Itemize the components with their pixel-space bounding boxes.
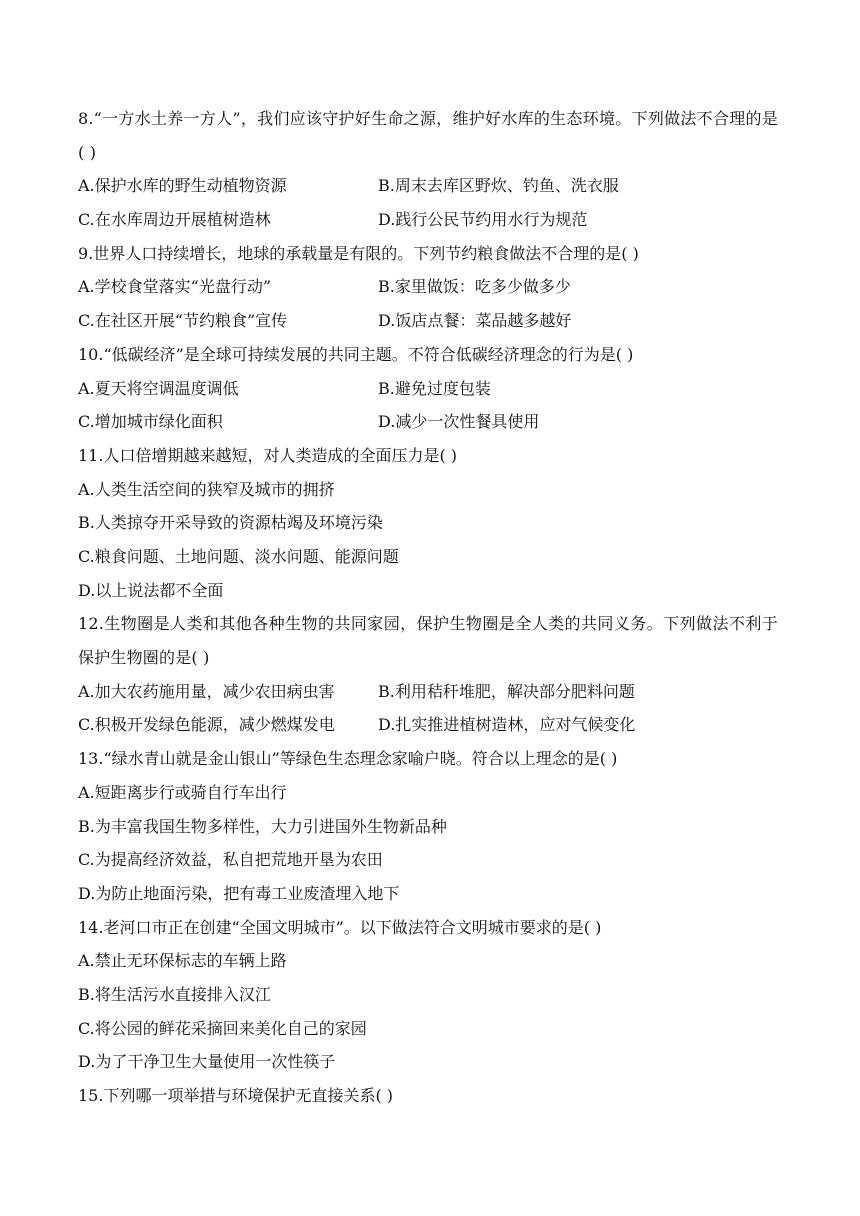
question-stem: 11.人口倍增期越来越短，对人类造成的全面压力是( )	[78, 445, 458, 465]
option-row	[78, 304, 778, 338]
question-stem: 14.老河口市正在创建“全国文明城市”。以下做法符合文明城市要求的是( )	[78, 917, 602, 937]
option-a: A.短距离步行或骑自行车出行	[78, 782, 287, 802]
question-13	[78, 742, 778, 910]
question-stem: 8.“一方水土养一方人”，我们应该守护好生命之源，维护好水库的生态环境。下列做法不合理的是( )	[78, 109, 778, 162]
option-b: B.为丰富我国生物多样性，大力引进国外生物新品种	[78, 816, 447, 836]
question-9	[78, 237, 778, 338]
question-14	[78, 911, 778, 1079]
option-a: A.保护水库的野生动植物资源	[78, 176, 287, 196]
option-a: A.夏天将空调温度调低	[78, 378, 239, 398]
option-row	[78, 270, 778, 304]
option-row	[78, 708, 778, 742]
option-c: C.将公园的鲜花采摘回来美化自己的家园	[78, 1018, 367, 1038]
option-b: B.将生活污水直接排入汉江	[78, 984, 271, 1004]
option-b: B.避免过度包装	[378, 378, 491, 398]
option-row	[78, 203, 778, 237]
question-8	[78, 102, 778, 237]
option-a: A.禁止无环保标志的车辆上路	[78, 951, 287, 971]
option-d: D.饭店点餐：菜品越多越好	[378, 311, 572, 331]
option-b: B.人类掠夺开采导致的资源枯竭及环境污染	[78, 513, 383, 533]
option-row	[78, 169, 778, 203]
question-stem: 12.生物圈是人类和其他各种生物的共同家园，保护生物圈是全人类的共同义务。下列做法不利于保护生物圈的是( )	[78, 614, 778, 668]
option-b: B.利用秸秆堆肥，解决部分肥料问题	[378, 681, 635, 701]
option-c: C.在水库周边开展植树造林	[78, 210, 271, 230]
question-stem: 13.“绿水青山就是金山银山”等绿色生态理念家喻户晓。符合以上理念的是( )	[78, 749, 618, 769]
option-b: B.家里做饭：吃多少做多少	[378, 277, 571, 297]
option-c: C.积极开发绿色能源，减少燃煤发电	[78, 715, 335, 735]
option-b: B.周末去库区野炊、钓鱼、洗衣服	[378, 176, 619, 196]
question-stem: 10.“低碳经济”是全球可持续发展的共同主题。不符合低碳经济理念的行为是( )	[78, 344, 634, 364]
option-a: A.加大农药施用量，减少农田病虫害	[78, 681, 335, 701]
option-c: C.在社区开展“节约粮食”宣传	[78, 311, 288, 331]
question-10	[78, 338, 778, 439]
option-c: C.为提高经济效益，私自把荒地开垦为农田	[78, 850, 383, 870]
option-c: C.粮食问题、土地问题、淡水问题、能源问题	[78, 546, 399, 566]
option-d: D.扎实推进植树造林，应对气候变化	[378, 715, 636, 735]
question-stem: 15.下列哪一项举措与环境保护无直接关系( )	[78, 1086, 394, 1105]
option-d: D.践行公民节约用水行为规范	[378, 210, 588, 230]
option-a: A.人类生活空间的狭窄及城市的拥挤	[78, 479, 335, 499]
question-15	[78, 1079, 778, 1113]
option-d: D.为防止地面污染，把有毒工业废渣埋入地下	[78, 883, 400, 903]
question-11	[78, 439, 778, 607]
option-row	[78, 405, 778, 439]
option-a: A.学校食堂落实“光盘行动”	[78, 277, 272, 297]
option-row	[78, 372, 778, 406]
option-c: C.增加城市绿化面积	[78, 412, 223, 432]
option-d: D.减少一次性餐具使用	[378, 412, 540, 432]
option-d: D.为了干净卫生大量使用一次性筷子	[78, 1052, 336, 1072]
option-row	[78, 675, 778, 709]
question-12	[78, 607, 778, 742]
option-d: D.以上说法都不全面	[78, 580, 224, 600]
question-stem: 9.世界人口持续增长，地球的承载量是有限的。下列节约粮食做法不合理的是( )	[78, 243, 639, 263]
question-sheet	[78, 102, 778, 1113]
